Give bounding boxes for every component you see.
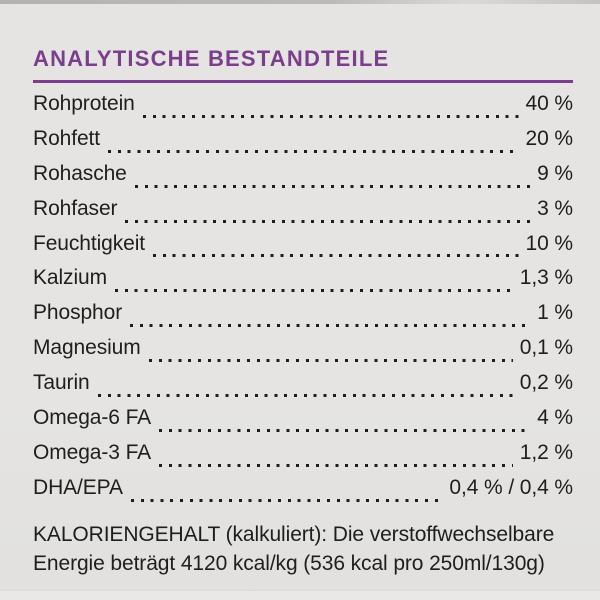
nutrient-row (33, 336, 573, 371)
nutrient-value: 3 % (537, 196, 573, 220)
nutrient-name: Omega-6 FA (33, 406, 152, 430)
label-content (33, 0, 573, 579)
nutrient-name: Rohprotein (33, 92, 135, 115)
nutrient-row (33, 301, 573, 336)
nutrient-row (33, 162, 573, 197)
nutrient-name: Feuchtigkeit (33, 231, 146, 255)
dot-leader (149, 359, 513, 362)
nutrient-value: 0,4 % / 0,4 % (449, 475, 573, 499)
dot-leader (108, 150, 519, 153)
nutrient-name: Omega-3 FA (33, 440, 152, 464)
dot-leader (115, 289, 513, 292)
nutrient-value: 20 % (525, 126, 573, 150)
nutrient-name: Phosphor (33, 301, 123, 325)
nutrient-value: 1,3 % (519, 266, 573, 290)
dot-leader (130, 324, 530, 327)
dot-leader (98, 394, 513, 397)
nutrient-value: 9 % (537, 161, 573, 185)
nutrient-row (33, 441, 573, 476)
nutrient-value: 4 % (537, 406, 573, 430)
dot-leader (125, 220, 530, 223)
nutrient-row (33, 371, 573, 406)
calorie-note (33, 520, 573, 579)
nutrient-value: 10 % (525, 231, 573, 255)
nutrient-value: 0,1 % (519, 336, 573, 360)
nutrient-name: Rohasche (33, 161, 127, 185)
nutrient-name: Rohfett (33, 126, 101, 150)
nutrient-name: Rohfaser (33, 196, 118, 220)
dot-leader (135, 185, 530, 188)
dot-leader (153, 254, 519, 257)
nutrient-row (33, 127, 573, 162)
page-title: ANALYTISCHE BESTANDTEILE (33, 46, 390, 71)
dot-leader (159, 429, 530, 432)
nutrient-name: DHA/EPA (33, 475, 123, 499)
dot-leader (131, 499, 442, 502)
nutrient-name: Taurin (33, 371, 90, 395)
nutrient-value: 1,2 % (519, 440, 573, 464)
nutrient-value: 40 % (525, 92, 573, 115)
nutrient-row (33, 266, 573, 301)
nutrient-table (33, 92, 573, 511)
calorie-note-text: (kalkuliert): Die verstoffwechselbare Energie beträgt 4120 kcal/kg (536 kcal pro 250ml/130g) (33, 522, 555, 576)
dot-leader (159, 464, 513, 467)
bottom-edge-seam (0, 590, 600, 600)
dot-leader (143, 115, 519, 118)
nutrient-row (33, 232, 573, 267)
title-underline (33, 80, 573, 83)
nutrient-row (33, 406, 573, 441)
nutrient-row (33, 197, 573, 232)
calorie-note-label: KALORIENGEHALT (33, 522, 220, 546)
nutrient-row (33, 476, 573, 511)
nutrient-name: Magnesium (33, 336, 141, 360)
nutrient-value: 0,2 % (519, 371, 573, 395)
nutrient-name: Kalzium (33, 266, 107, 290)
nutrient-value: 1 % (537, 301, 573, 325)
nutrient-row (33, 92, 573, 127)
